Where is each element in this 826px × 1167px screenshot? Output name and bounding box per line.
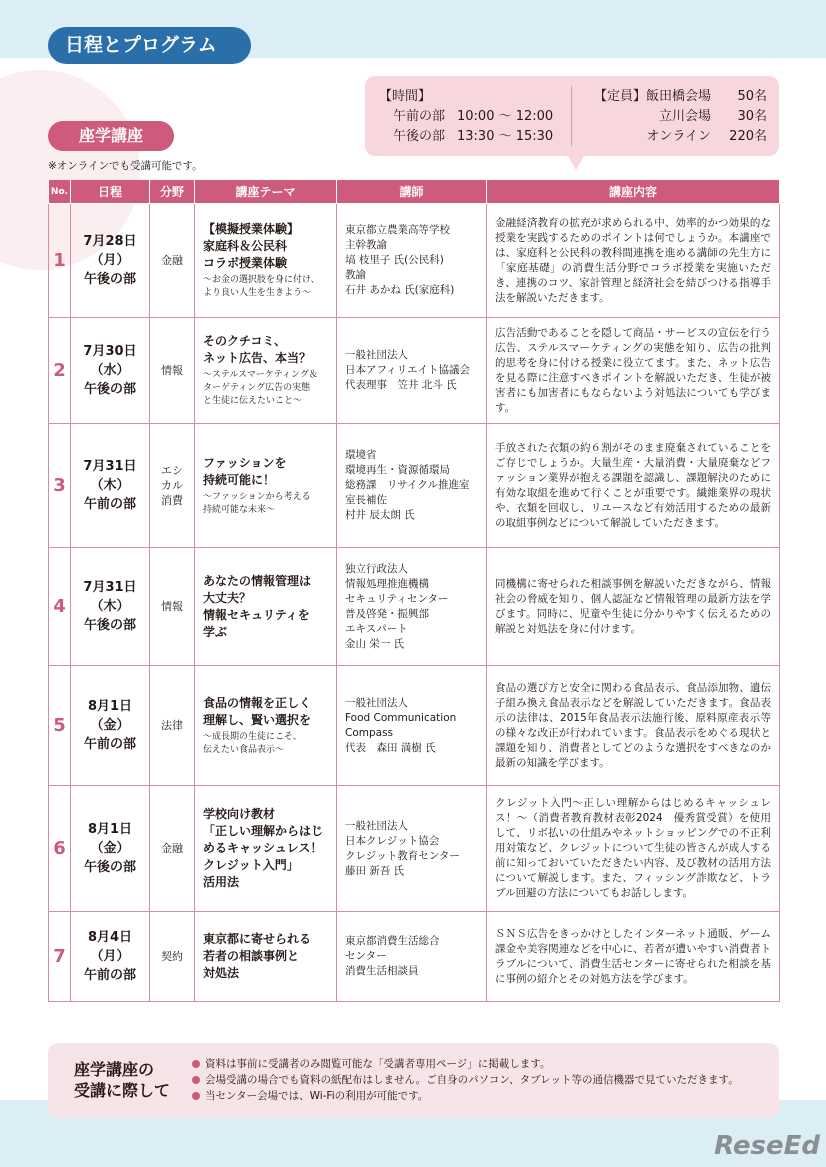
- table-row: [49, 204, 780, 318]
- time-label: 【時間】: [379, 89, 432, 104]
- header-no: No.: [49, 180, 71, 204]
- row-number: 3: [49, 424, 71, 548]
- bullet-icon: [192, 1092, 200, 1100]
- table-row: [49, 424, 780, 548]
- row-theme: そのクチコミ、 ネット広告、本当？ ～ステルスマーケティング＆ ターゲティング広告の実態 と生徒に伝えたいこと～: [195, 318, 337, 424]
- section-title: 座学講座: [48, 121, 174, 151]
- row-lecturer: 一般社団法人 Food Communication Compass 代表 森田 満樹 氏: [337, 666, 487, 786]
- speech-tail: [568, 156, 584, 170]
- row-lecturer: 一般社団法人 日本アフィリエイト協議会 代表理事 笠井 北斗 氏: [337, 318, 487, 424]
- row-number: 5: [49, 666, 71, 786]
- header-theme: 講座テーマ: [195, 180, 337, 204]
- table-row: [49, 318, 780, 424]
- row-description: ＳＮＳ広告をきっかけとしたインターネット通販、ゲーム課金や美容関連などを中心に、若者が遭いやすい消費者トラブルについて、消費生活センターに寄せられた相談を基に事例の紹介とその対処方法を学びます。: [487, 912, 780, 1002]
- session-row: 午前の部 10:00 ～ 12:00: [392, 109, 554, 124]
- table-header: [49, 180, 780, 204]
- page-title: 日程とプログラム: [48, 27, 251, 64]
- bullet-icon: [192, 1076, 200, 1084]
- info-box: [365, 76, 779, 156]
- row-number: 4: [49, 548, 71, 666]
- row-date: 7月28日 （月） 午後の部: [71, 204, 150, 318]
- row-theme: ファッションを 持続可能に！ ～ファッションから考える 持続可能な未来～: [195, 424, 337, 548]
- table-row: [49, 912, 780, 1002]
- row-description: 同機構に寄せられた相談事例を解説いただきながら、情報社会の脅威を知り、個人認証など情報管理の最新方法を学びます。同時に、児童や生徒に分かりやすく伝えるための解説と対処法を身に付けます。: [487, 548, 780, 666]
- row-lecturer: 東京都消費生活総合 センター 消費生活相談員: [337, 912, 487, 1002]
- row-lecturer: 環境省 環境再生・資源循環局 総務課 リサイクル推進室 室長補佐 村井 辰太朗 氏: [337, 424, 487, 548]
- row-date: 8月1日 （金） 午前の部: [71, 666, 150, 786]
- info-divider: [571, 86, 572, 146]
- notice-item: 資料は事前に受講者のみ閲覧可能な「受講者専用ページ」に掲載します。: [192, 1056, 739, 1072]
- row-description: 広告活動であることを隠して商品・サービスの宣伝を行う広告、ステルスマーケティングの実態を知り、広告の批判的思考を身に付ける授業に役立てます。また、ネット広告を見る際に注意すべきポイントを解説いただき、生徒が被害者にも加害者にもならないよう対処法についても学びます。: [487, 318, 780, 424]
- row-field: エシ カル 消費: [150, 424, 195, 548]
- row-field: 金融: [150, 786, 195, 912]
- row-field: 情報: [150, 548, 195, 666]
- table-row: [49, 666, 780, 786]
- row-date: 8月4日 （月） 午前の部: [71, 912, 150, 1002]
- capacity-row: オンライン 220名: [646, 129, 767, 144]
- row-description: 金融経済教育の拡充が求められる中、効率的かつ効果的な授業を実践するためのポイントは何でしょうか。本講座では、家庭科と公民科の教科間連携を進める講師の先生方に「家庭基礎」の消費生活分野でコラボ授業を実施いただき、連携のコツ、家計管理と経済社会を結びつける指導手法を解説いただきます。: [487, 204, 780, 318]
- row-date: 7月30日 （水） 午後の部: [71, 318, 150, 424]
- row-description: 食品の選び方と安全に関わる食品表示、食品添加物、遺伝子組み換え食品表示などを解説していただきます。食品表示の法律は、2015年食品表示法施行後、原料原産表示等の様々な改正が行われています。食品表示をめぐる現状と課題を知り、消費者としてどのような選択をすべきなのか最新の知識を学びます。: [487, 666, 780, 786]
- watermark-logo: ReseEd: [714, 1131, 820, 1161]
- row-field: 金融: [150, 204, 195, 318]
- capacity-info: [587, 87, 767, 147]
- row-date: 7月31日 （木） 午後の部: [71, 548, 150, 666]
- session-row: 午後の部 13:30 ～ 15:30: [392, 129, 554, 144]
- row-lecturer: 独立行政法人 情報処理推進機構 セキュリティセンター 普及啓発・振興部 エキスパート 金山 栄一 氏: [337, 548, 487, 666]
- row-theme: 東京都に寄せられる 若者の相談事例と 対処法: [195, 912, 337, 1002]
- notice-item: 当センター会場では、Wi-Fiの利用が可能です。: [192, 1088, 739, 1104]
- row-lecturer: 一般社団法人 日本クレジット協会 クレジット教育センター 藤田 新吾 氏: [337, 786, 487, 912]
- notice-title: 座学講座の 受講に際して: [74, 1060, 171, 1100]
- row-theme: 食品の情報を正しく 理解し、賢い選択を ～成長期の生徒にこそ、 伝えたい食品表示～: [195, 666, 337, 786]
- table-row: [49, 786, 780, 912]
- row-field: 法律: [150, 666, 195, 786]
- header-content: 講座内容: [487, 180, 780, 204]
- online-note: ※オンラインでも受講可能です。: [48, 160, 203, 172]
- table-row: [49, 548, 780, 666]
- row-number: 7: [49, 912, 71, 1002]
- program-table: [48, 180, 780, 1002]
- row-date: 8月1日 （金） 午後の部: [71, 786, 150, 912]
- row-theme: あなたの情報管理は 大丈夫？ 情報セキュリティを 学ぶ: [195, 548, 337, 666]
- row-theme: 【模擬授業体験】 家庭科＆公民科 コラボ授業体験 ～お金の選択肢を身に付け、 より良い人生を生きよう～: [195, 204, 337, 318]
- row-number: 1: [49, 204, 71, 318]
- header-lecturer: 講師: [337, 180, 487, 204]
- capacity-row: 立川会場 30名: [658, 109, 767, 124]
- header-date: 日程: [71, 180, 150, 204]
- row-date: 7月31日 （木） 午前の部: [71, 424, 150, 548]
- notice-item: 会場受講の場合でも資料の紙配布はしません。ご自身のパソコン、タブレット等の通信機器で見ていただきます。: [192, 1072, 739, 1088]
- row-field: 情報: [150, 318, 195, 424]
- row-lecturer: 東京都立農業高等学校 主幹教諭 塙 枝里子 氏(公民科) 教諭 石井 あかね 氏(家庭科): [337, 204, 487, 318]
- row-field: 契約: [150, 912, 195, 1002]
- time-info: [379, 87, 553, 147]
- row-theme: 学校向け教材 「正しい理解からはじ めるキャッシュレス！ クレジット入門」 活用法: [195, 786, 337, 912]
- capacity-row: 【定員】飯田橋会場 50名: [593, 89, 767, 104]
- row-description: 手放された衣類の約６割がそのまま廃棄されていることをご存じでしょうか。大量生産・大量消費・大量廃棄などファッション業界が抱える課題を認識し、課題解決のために有効な取組を進めて行くことが重要です。繊維業界の現状や、衣類を回収し、リユースなど有効活用するための最新の取組事例などについて解説していただきます。: [487, 424, 780, 548]
- notice-list: [192, 1056, 739, 1104]
- header-field: 分野: [150, 180, 195, 204]
- row-number: 6: [49, 786, 71, 912]
- bullet-icon: [192, 1060, 200, 1068]
- notice-box: [48, 1043, 779, 1118]
- row-number: 2: [49, 318, 71, 424]
- row-description: クレジット入門～正しい理解からはじめるキャッシュレス！～（消費者教育教材表彰2024 優秀賞受賞）を使用して、リボ払いの仕組みやネットショッピングでの不正利用対策など、クレジットについて生徒の皆さんが成人する前に知っておいていただきたい内容、及び教材の活用方法について解説します。また、フィッシング詐欺など、トラブル回避の方法についてもお話しします。: [487, 786, 780, 912]
